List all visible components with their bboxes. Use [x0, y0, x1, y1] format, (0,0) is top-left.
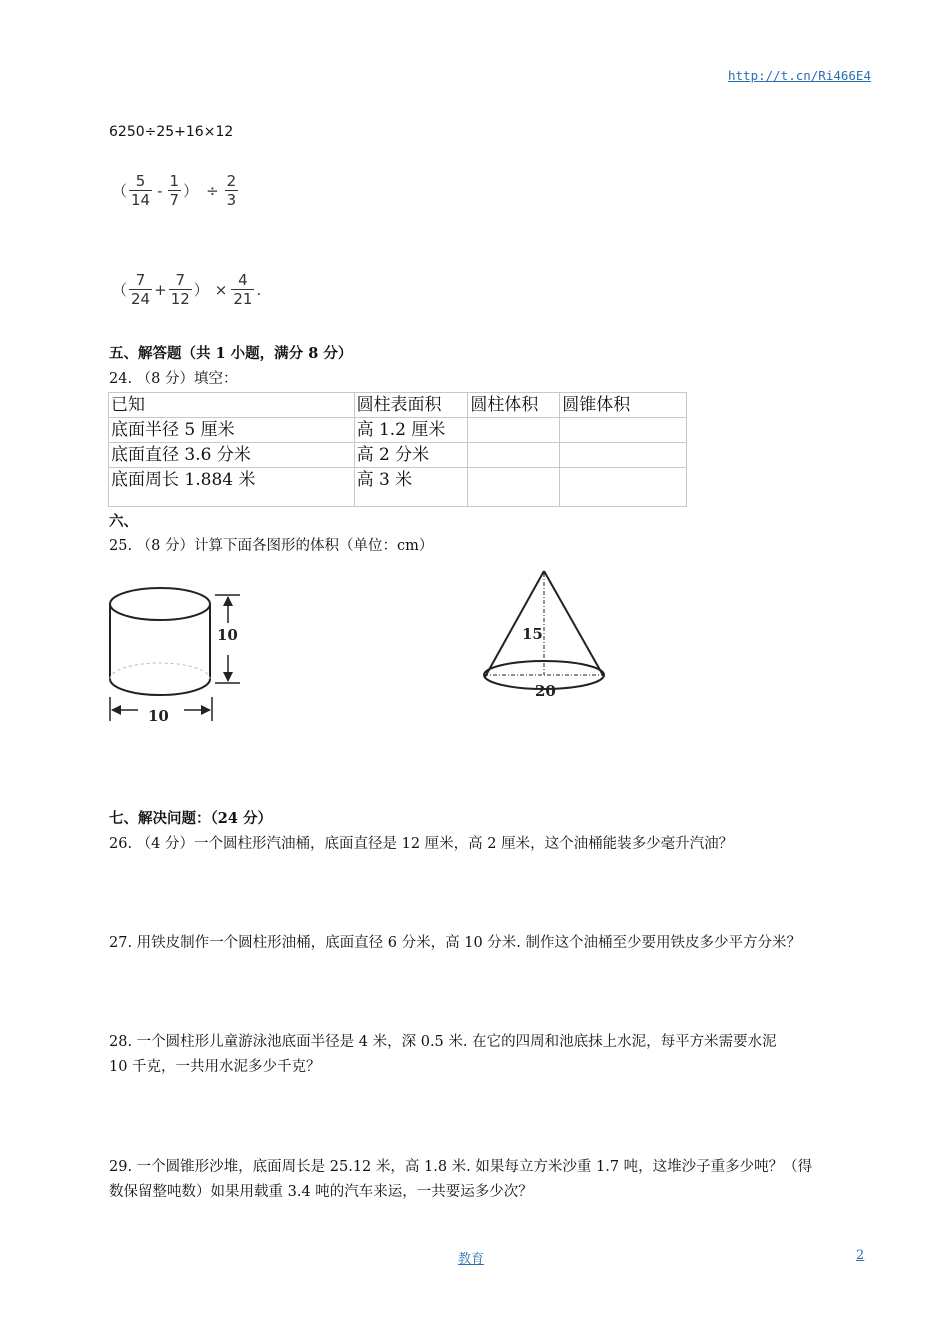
cylinder-height-label: 10: [217, 626, 238, 644]
numerator: 5: [135, 172, 146, 190]
close-paren: ）: [183, 182, 199, 200]
section-6-title: 六、: [109, 513, 138, 530]
table-row: [109, 418, 687, 443]
question-25: 25. （8 分）计算下面各图形的体积（单位：cm）: [109, 538, 434, 554]
table-cell: 底面半径 5 厘米: [109, 418, 355, 443]
page-number: 2: [856, 1248, 865, 1263]
numerator: 7: [135, 271, 146, 289]
fraction: [225, 172, 239, 209]
denominator: 21: [233, 290, 253, 308]
answer-cell[interactable]: [468, 468, 560, 507]
table-cell: 底面周长 1.884 米: [109, 468, 355, 507]
question-29-line-2: 数保留整吨数）如果用载重 3.4 吨的汽车来运，一共要运多少次？: [109, 1184, 533, 1200]
numerator: 1: [169, 172, 180, 190]
fraction: [168, 172, 182, 209]
question-29-line-1: 29. 一个圆锥形沙堆，底面周长是 25.12 米，高 1.8 米. 如果每立方米沙重 1.7 吨，这堆沙子重多少吨？（得: [109, 1159, 813, 1175]
question-27: 27. 用铁皮制作一个圆柱形油桶，底面直径 6 分米，高 10 分米. 制作这个油桶至少要用铁皮多少平方分米？: [109, 935, 801, 951]
fill-in-table: [108, 392, 687, 507]
header-url-link[interactable]: http://t.cn/Ri466E4: [728, 68, 871, 83]
fraction: [231, 271, 254, 308]
section-5-title: 五、解答题（共 1 小题，满分 8 分）: [109, 345, 353, 362]
close-paren: ）: [193, 281, 209, 299]
numerator: 7: [175, 271, 185, 289]
table-cell: 高 1.2 厘米: [354, 418, 468, 443]
operator: ÷: [206, 181, 219, 200]
operator: +: [154, 280, 167, 299]
operator: ×: [214, 280, 228, 299]
denominator: 14: [131, 191, 151, 209]
question-28-line-1: 28. 一个圆柱形儿童游泳池底面半径是 4 米，深 0.5 米. 在它的四周和池底抹上水泥，每平方米需要水泥: [109, 1034, 777, 1050]
table-cell: 高 3 米: [354, 468, 468, 507]
section-7-title: 七、解决问题：（24 分）: [109, 810, 272, 827]
question-24: 24. （8 分）填空：: [109, 371, 238, 387]
answer-cell[interactable]: [468, 418, 560, 443]
cone-figure: [480, 565, 610, 705]
answer-cell[interactable]: [468, 443, 560, 468]
table-cell: 底面直径 3.6 分米: [109, 443, 355, 468]
answer-cell[interactable]: [560, 418, 687, 443]
denominator: 24: [131, 290, 151, 308]
denominator: 12: [170, 290, 190, 308]
open-paren: （: [112, 182, 128, 200]
period: .: [256, 280, 262, 299]
table-header-cell: 已知: [109, 393, 355, 418]
table-header-cell: 圆柱体积: [468, 393, 560, 418]
cone-diameter-label: 20: [535, 682, 556, 700]
numerator: 2: [226, 172, 237, 190]
answer-cell[interactable]: [560, 443, 687, 468]
answer-cell[interactable]: [560, 468, 687, 507]
table-header-cell: 圆柱表面积: [354, 393, 468, 418]
expression-3: [112, 271, 261, 308]
fraction: [129, 172, 152, 209]
open-paren: （: [112, 281, 128, 299]
cylinder-diameter-label: 10: [148, 707, 169, 725]
numerator: 4: [238, 271, 248, 289]
table-header-cell: 圆锥体积: [560, 393, 687, 418]
expression-2: [112, 172, 240, 209]
cone-height-label: 15: [522, 625, 543, 643]
operator: -: [157, 181, 163, 200]
table-cell: 高 2 分米: [354, 443, 468, 468]
fraction: [129, 271, 152, 308]
cylinder-figure: [100, 575, 260, 730]
table-row: [109, 443, 687, 468]
table-header-row: [109, 393, 687, 418]
denominator: 7: [169, 191, 180, 209]
question-28-line-2: 10 千克，一共用水泥多少千克？: [109, 1059, 321, 1075]
table-row: [109, 468, 687, 507]
expression-1: 6250÷25+16×12: [109, 124, 234, 140]
question-26: 26. （4 分）一个圆柱形汽油桶，底面直径是 12 厘米，高 2 厘米，这个油桶能装多少毫升汽油？: [109, 836, 734, 852]
fraction: [169, 271, 192, 308]
denominator: 3: [226, 191, 237, 209]
footer-link[interactable]: 教育: [458, 1252, 485, 1267]
